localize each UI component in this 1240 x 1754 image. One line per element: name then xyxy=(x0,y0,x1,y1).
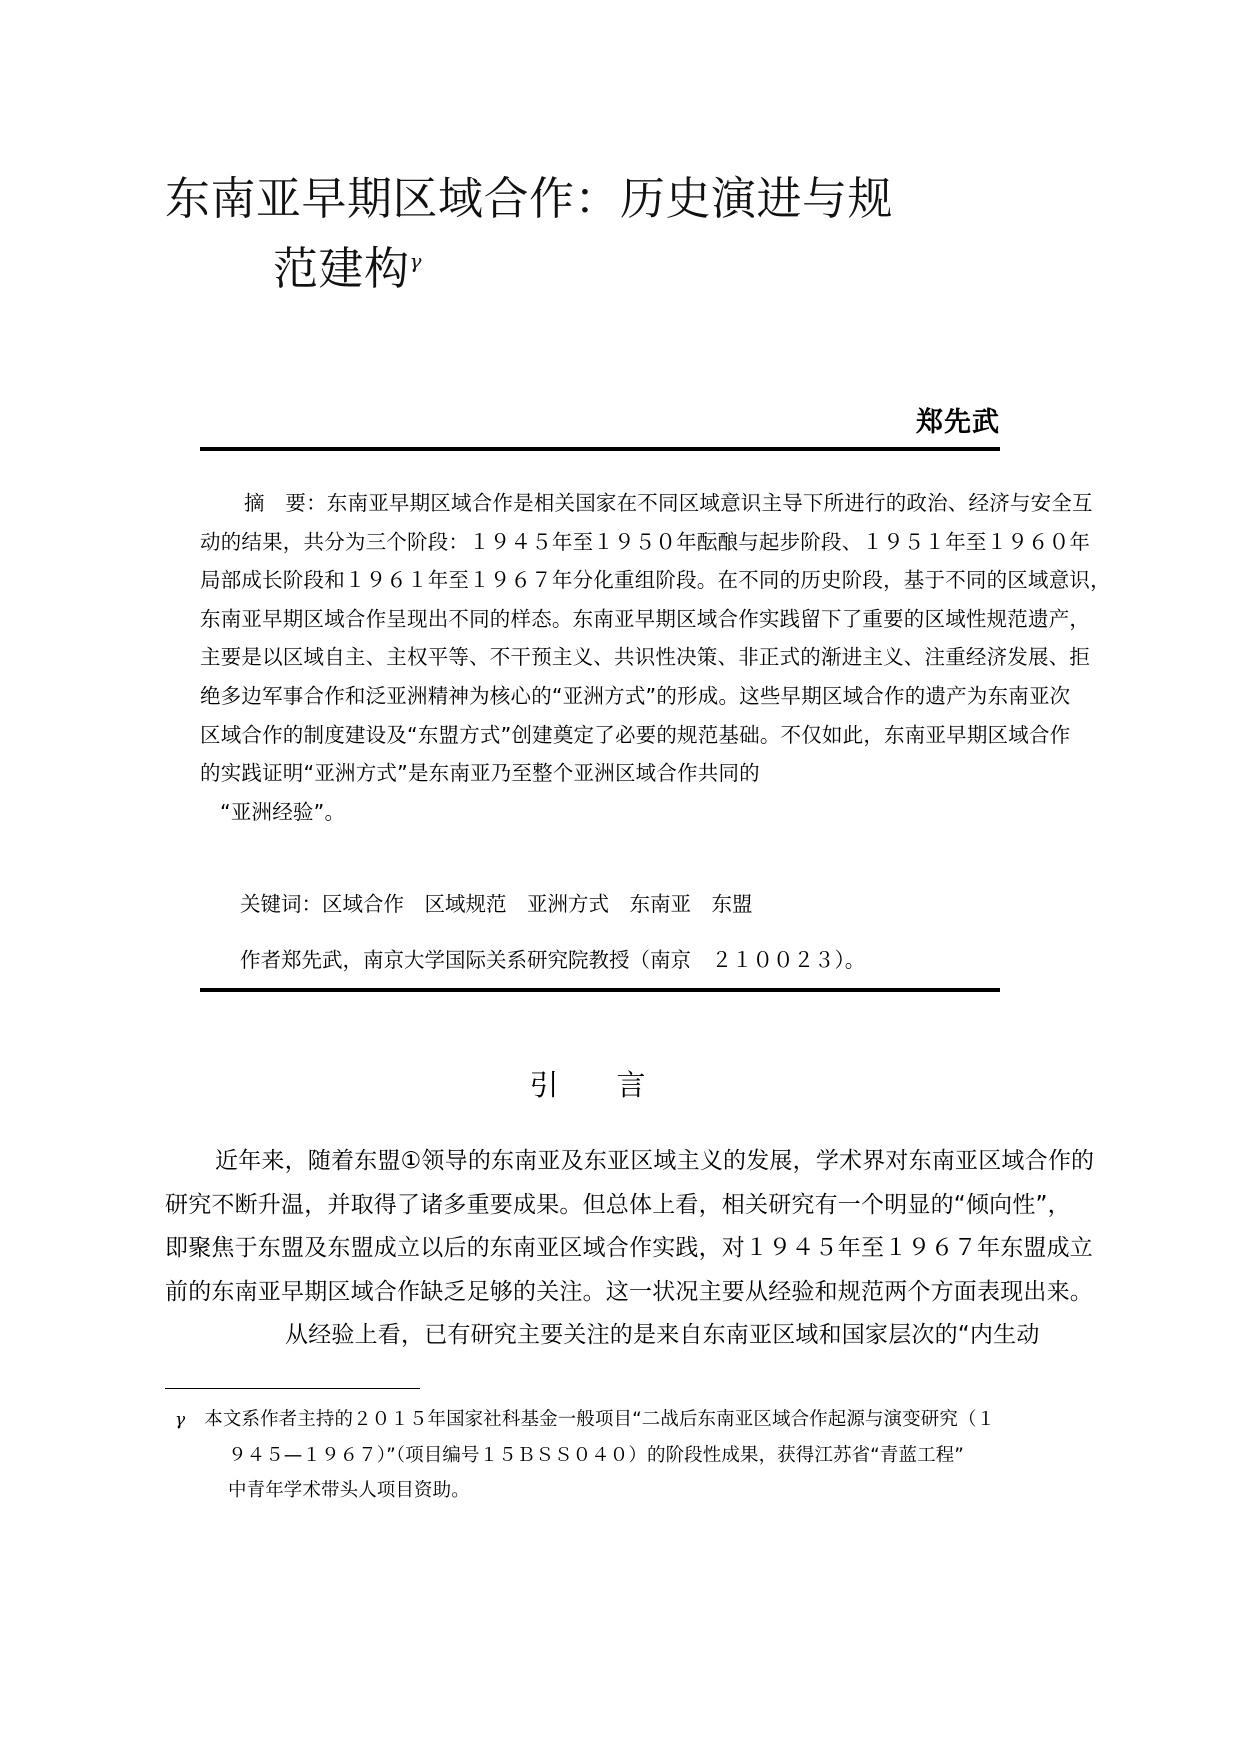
rule-below-author-info xyxy=(200,988,1000,992)
footnote-line: ９４５—１９６７）”（项目编号１５ＢＳＳ０４０）的阶段性成果，获得江苏省“青蓝工程” xyxy=(228,1445,964,1466)
footnote-separator-rule xyxy=(165,1388,420,1389)
abstract-line: 主要是以区域自主、主权平等、不干预主义、共识性决策、非正式的渐进主义、注重经济发展、拒 xyxy=(200,645,1091,670)
title-footnote-marker: γ xyxy=(409,249,422,273)
body-line: 从经验上看，已有研究主要关注的是来自东南亚区域和国家层次的“内生动 xyxy=(285,1322,1040,1348)
body-line: 前的东南亚早期区域合作缺乏足够的关注。这一状况主要从经验和规范两个方面表现出来。 xyxy=(165,1278,1093,1305)
body-line: 研究不断升温，并取得了诸多重要成果。但总体上看，相关研究有一个明显的“倾向性”， xyxy=(165,1191,1071,1218)
rule-above-abstract xyxy=(200,447,1000,451)
abstract-line: 的实践证明“亚洲方式”是东南亚乃至整个亚洲区域合作共同的 xyxy=(200,761,760,786)
title-line-2 xyxy=(165,230,995,300)
title-line-1: 东南亚早期区域合作：历史演进与规 xyxy=(165,172,894,225)
section-heading-introduction: 引 言 xyxy=(529,1068,646,1102)
footnote-block xyxy=(175,1402,1015,1508)
abstract-block xyxy=(200,484,1111,831)
abstract-line: 东南亚早期区域合作呈现出不同的样态。东南亚早期区域合作实践留下了重要的区域性规范遗产， xyxy=(200,606,1091,631)
abstract-line: 摘 要：东南亚早期区域合作是相关国家在不同区域意识主导下所进行的政治、经济与安全互 xyxy=(244,491,1093,515)
footnote-line xyxy=(175,1402,1015,1438)
author-name: 郑先武 xyxy=(916,407,1000,438)
abstract-line: 区域合作的制度建设及“东盟方式”创建奠定了必要的规范基础。不仅如此，东南亚早期区域合作 xyxy=(200,722,1071,747)
footnote-marker: γ xyxy=(175,1410,186,1430)
abstract-line: 绝多边军事合作和泛亚洲精神为核心的“亚洲方式”的形成。这些早期区域合作的遗产为东南亚次 xyxy=(200,683,1071,708)
body-text-block xyxy=(165,1140,1095,1358)
footnote-line: 中青年学术带头人项目资助。 xyxy=(228,1480,470,1501)
keywords-line: 关键词：区域合作 区域规范 亚洲方式 东南亚 东盟 xyxy=(240,892,753,916)
body-line: 近年来，随着东盟①领导的东南亚及东亚区域主义的发展，学术界对东南亚区域合作的 xyxy=(215,1148,1095,1174)
body-line: 即聚焦于东盟及东盟成立以后的东南亚区域合作实践，对１９４５年至１９６７年东盟成立 xyxy=(165,1235,1093,1261)
abstract-line: “亚洲经验”。 xyxy=(220,799,346,824)
abstract-line: 动的结果，共分为三个阶段：１９４５年至１９５０年酝酿与起步阶段、１９５１年至１９６０年 xyxy=(200,529,1091,554)
author-info-line: 作者郑先武，南京大学国际关系研究院教授（南京 ２１００２３）。 xyxy=(240,948,866,972)
page-title xyxy=(165,168,995,300)
abstract-line: 局部成长阶段和１９６１年至１９６７年分化重组阶段。在不同的历史阶段，基于不同的区域意识， xyxy=(200,568,1111,593)
footnote-text: 本文系作者主持的２０１５年国家社科基金一般项目“二战后东南亚区域合作起源与演变研究（１ xyxy=(204,1409,996,1430)
title-line-2-text: 范建构 xyxy=(273,242,410,295)
